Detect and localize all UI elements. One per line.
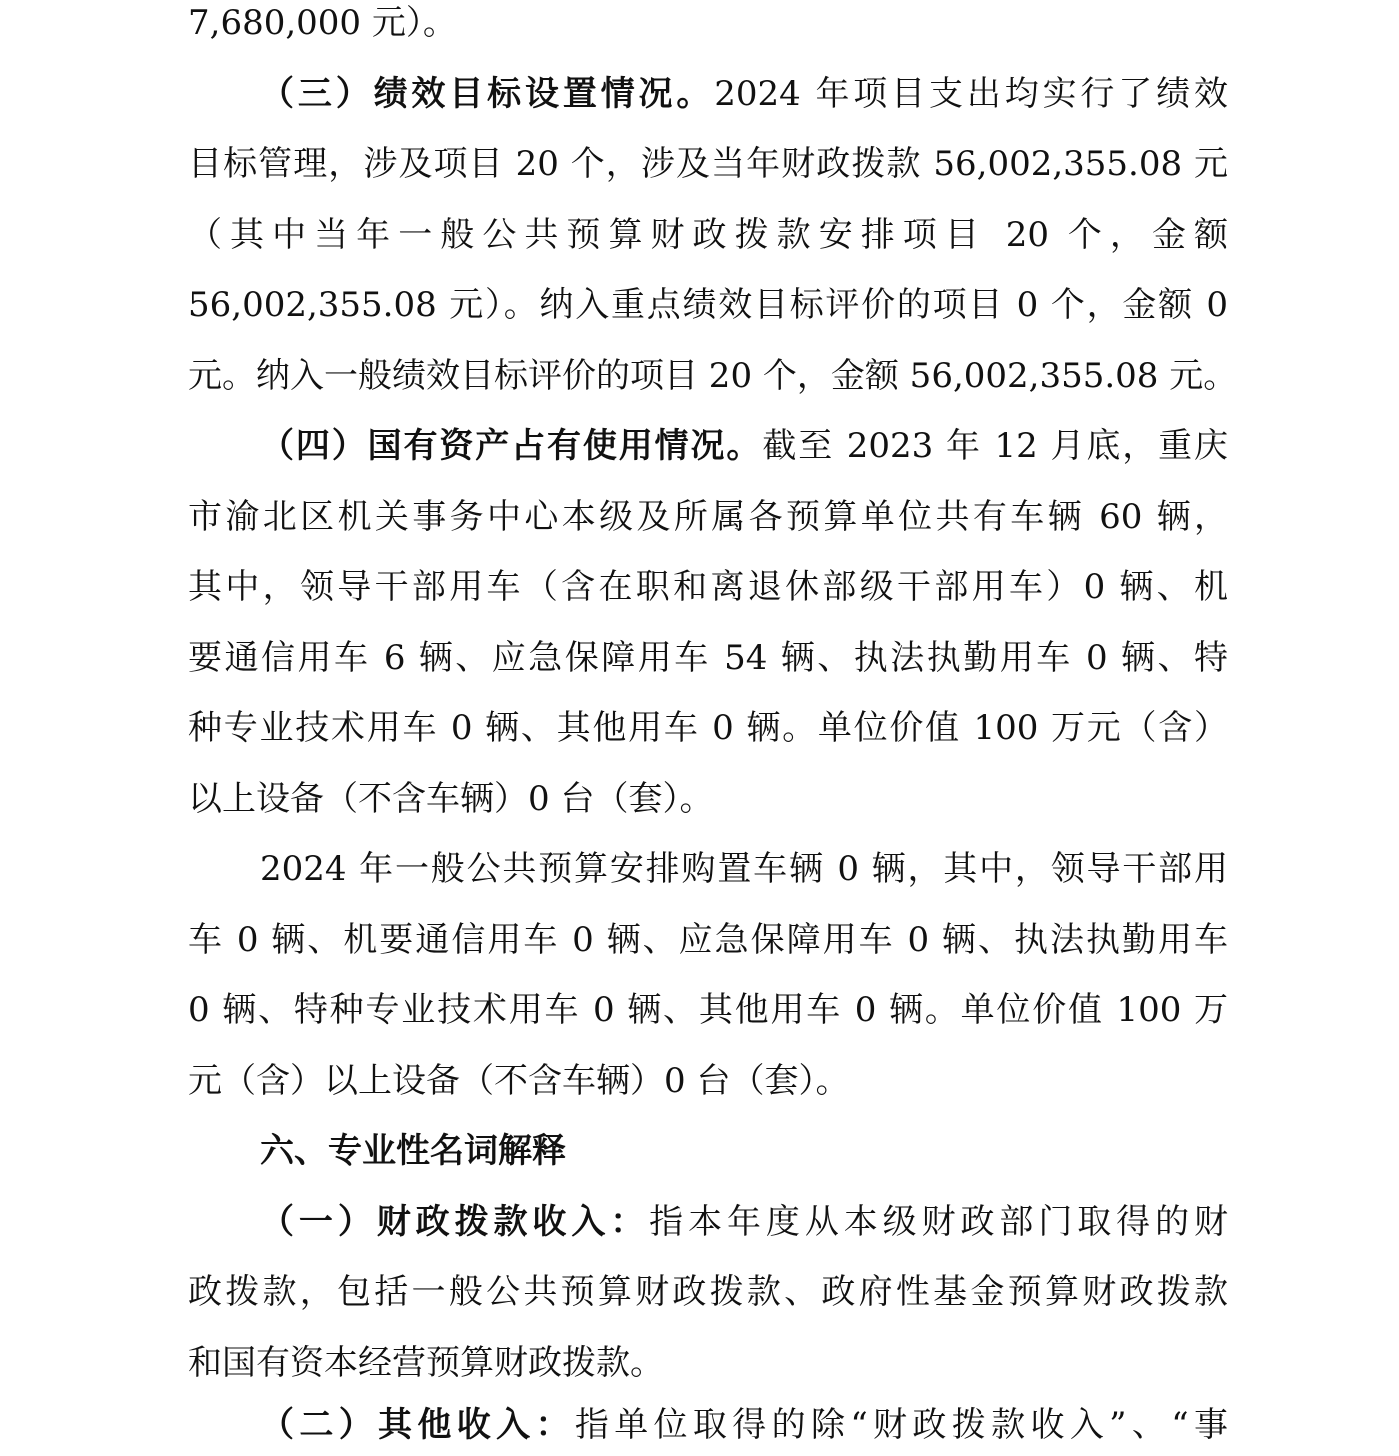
paragraph-line: （其中当年一般公共预算财政拨款安排项目 20 个，金额 (188, 215, 1228, 255)
paragraph-text: 2024 年项目支出均实行了绩效 (714, 74, 1229, 114)
paragraph-asset-first-line (260, 419, 1228, 473)
paragraph-line: 政拨款，包括一般公共预算财政拨款、政府性基金预算财政拨款 (188, 1272, 1228, 1312)
paragraph-term-fiscal-first-line (260, 1195, 1228, 1249)
paragraph-line: 元。纳入一般绩效目标评价的项目 20 个，金额 56,002,355.08 元。 (188, 356, 1238, 396)
paragraph-line: 市渝北区机关事务中心本级及所属各预算单位共有车辆 60 辆， (188, 497, 1228, 537)
paragraph-perf-target-first-line (260, 67, 1228, 121)
paragraph-term-other-first-line (260, 1398, 1228, 1452)
paragraph-text: 指本年度从本级财政部门取得的财 (649, 1202, 1229, 1242)
paragraph-line: 其中，领导干部用车（含在职和离退休部级干部用车）0 辆、机 (188, 567, 1228, 607)
paragraph-line: 要通信用车 6 辆、应急保障用车 54 辆、执法执勤用车 0 辆、特 (188, 638, 1228, 678)
heading-perf-target: （三）绩效目标设置情况。 (260, 74, 715, 114)
paragraph-line: 目标管理，涉及项目 20 个，涉及当年财政拨款 56,002,355.08 元 (188, 144, 1228, 184)
paragraph-line: 元（含）以上设备（不含车辆）0 台（套）。 (188, 1061, 850, 1101)
paragraph-line: 种专业技术用车 0 辆、其他用车 0 辆。单位价值 100 万元（含） (188, 708, 1228, 748)
section-heading: 六、专业性名词解释 (260, 1131, 566, 1171)
paragraph-line: 7,680,000 元）。 (188, 3, 457, 43)
heading-term-other: （二）其他收入： (260, 1405, 575, 1445)
paragraph-line: 车 0 辆、机要通信用车 0 辆、应急保障用车 0 辆、执法执勤用车 (188, 920, 1228, 960)
paragraph-line: 56,002,355.08 元）。纳入重点绩效目标评价的项目 0 个，金额 0 (188, 285, 1228, 325)
paragraph-line: 和国有资本经营预算财政拨款。 (188, 1343, 664, 1383)
paragraph-text: 指单位取得的除“财政拨款收入”、“事 (574, 1405, 1229, 1445)
heading-asset: （四）国有资产占有使用情况。 (260, 426, 763, 466)
paragraph-line: 0 辆、特种专业技术用车 0 辆、其他用车 0 辆。单位价值 100 万 (188, 990, 1228, 1030)
heading-term-fiscal: （一）财政拨款收入： (260, 1202, 650, 1242)
paragraph-text: 截至 2023 年 12 月底，重庆 (762, 426, 1228, 466)
paragraph-line: 2024 年一般公共预算安排购置车辆 0 辆，其中，领导干部用 (260, 849, 1228, 889)
paragraph-line: 以上设备（不含车辆）0 台（套）。 (188, 779, 714, 819)
